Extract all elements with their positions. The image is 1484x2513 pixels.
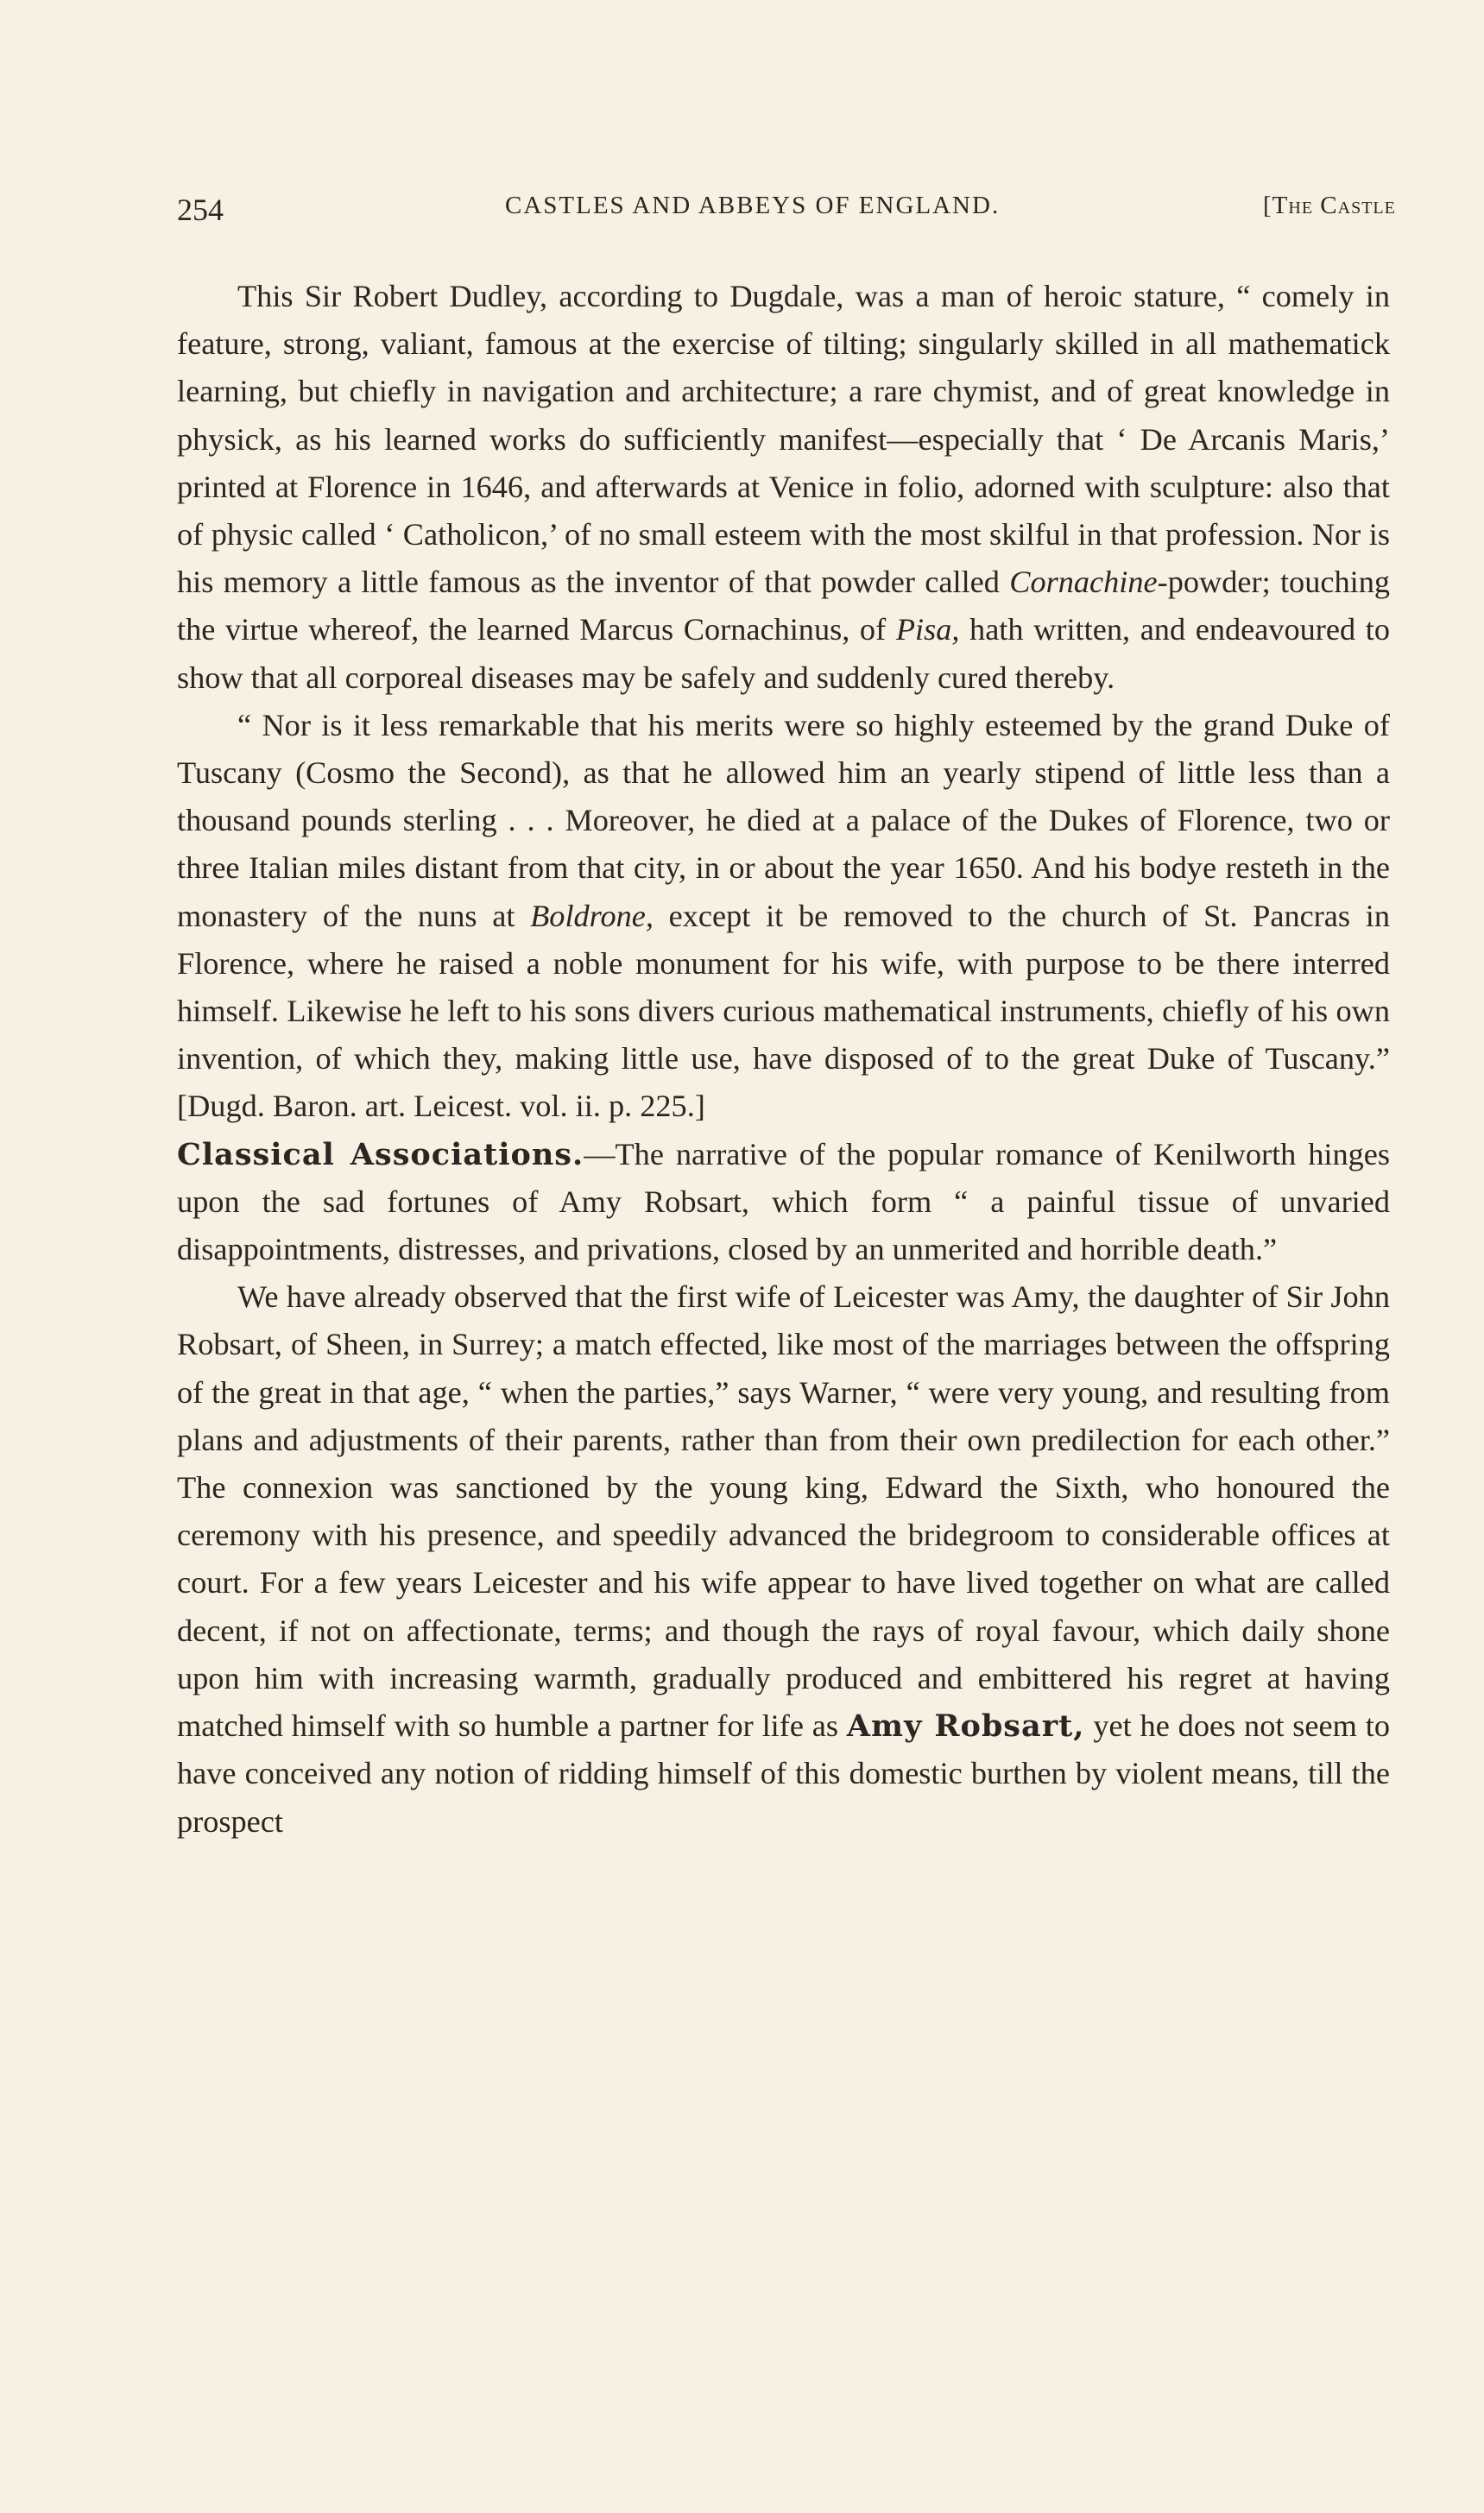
paragraph-tuscany (177, 702, 1390, 1131)
paragraph-text: —The narrative of the popular romance of Kenilworth hinges upon the sad fortunes of Amy Robsart, which form “ a painful tissue of unvaried disappointments, distresses, and privations, closed by an unmerited and horrible death.” (177, 1136, 1390, 1267)
paragraph-classical-associations (177, 1131, 1390, 1274)
paragraph-text: We have already observed that the first wife of Leicester was Amy, the daughter of Sir John Robsart, of Sheen, in Surrey; a match effected, like most of the marriages between the offspring of the great in that age, “ when the parties,” says Warner, “ were very young, and resulting from plans and adjustments of their parents, rather than from their own predilection for each other.” The connexion was sanctioned by the young king, Edward the Sixth, who honoured the ceremony with his presence, and speedily advanced the bridegroom to considerable offices at court. For a few years Leicester and his wife appear to have lived together on what are called decent, if not on affectionate, terms; and though the rays of royal favour, which daily shone upon him with increasing warmth, gradually produced and embittered his regret at having matched himself with so humble a partner for life as (177, 1279, 1390, 1744)
section-heading: Classical Associations. (177, 1136, 584, 1172)
paragraph-text: except it be removed to the church of St. Pancras in Florence, where he raised a noble monument for his wife, with purpose to be there interred himself. Likewise he left to his sons divers curious mathematical instruments, chiefly of his own invention, of which they, making little use, have disposed of to the great Duke of Tuscany.” [Dugd. Baron. art. Leicest. vol. ii. p. 225.] (177, 898, 1390, 1124)
blackletter-name: Amy Robsart, (846, 1708, 1085, 1745)
italic-text: Pisa, (895, 612, 960, 647)
italic-text: Boldrone, (530, 898, 654, 933)
running-title: CASTLES AND ABBEYS OF ENGLAND. (505, 192, 1001, 219)
paragraph-text: This Sir Robert Dudley, according to Dugdale, was a man of heroic stature, “ comely in feature, strong, valiant, famous at the exercise of tilting; singularly skilled in all mathematick learning, but chiefly in navigation and architecture; a rare chymist, and of great knowledge in physick, as his learned works do sufficiently manifest—especially that ‘ De Arcanis Maris,’ printed at Florence in 1646, and afterwards at Venice in folio, adorned with sculpture: also that of physic called ‘ Catholicon,’ of no small esteem with the most skilful in that profession. Nor is his memory a little famous as the inventor of that powder called (177, 279, 1390, 600)
paragraph-text: yet he does not seem to have conceived any notion of ridding himself of this domestic burthen by violent means, till the prospect (177, 1708, 1390, 1839)
page-number: 254 (177, 193, 224, 227)
paragraph-dudley (177, 273, 1390, 702)
italic-text: Cornachine (1009, 565, 1158, 600)
paragraph-text: -powder; touching the virtue whereof, the learned Marcus Cornachinus, of (177, 565, 1390, 647)
paragraph-text: “ Nor is it less remarkable that his merits were so highly esteemed by the grand Duke of Tuscany (Cosmo the Second), as that he allowed him an yearly stipend of little less than a thousand pounds sterling . . . Moreover, he died at a palace of the Dukes of Florence, two or three Italian miles distant from that city, in or about the year 1650. And his bodye resteth in the monastery of the nuns at (177, 707, 1390, 933)
paragraph-amy-robsart (177, 1273, 1390, 1845)
running-head (177, 192, 1403, 226)
running-section: [The Castle (1263, 192, 1396, 219)
body-text (177, 273, 1390, 1846)
paragraph-text: hath written, and endeavoured to show that all corporeal diseases may be safely and suddenly cured thereby. (177, 612, 1391, 695)
